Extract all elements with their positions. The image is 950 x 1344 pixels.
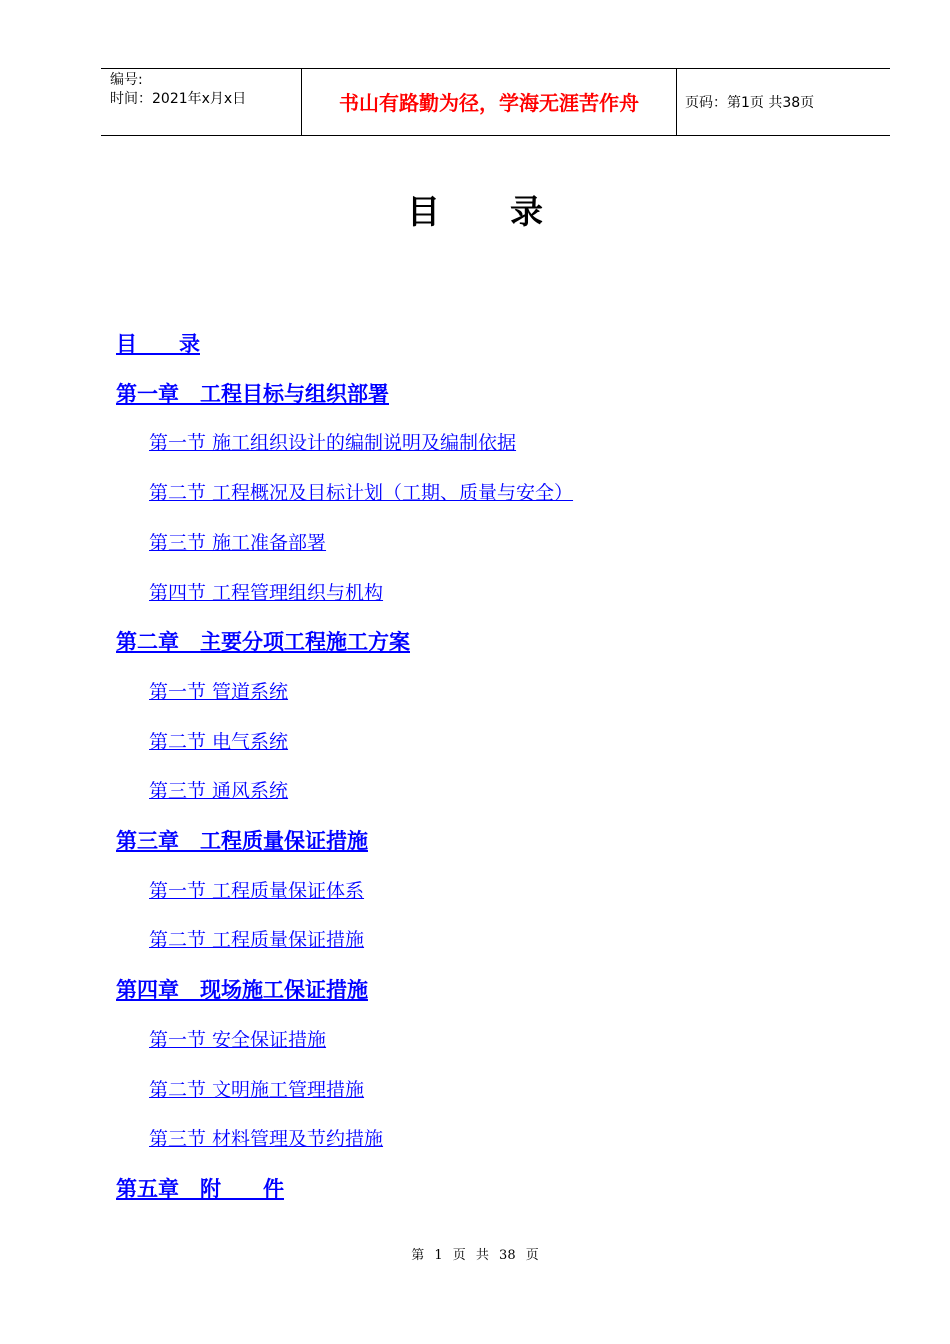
toc-entry-label: 第三节 施工准备部署 xyxy=(149,531,327,554)
toc-entry-label: 第二章 主要分项工程施工方案 xyxy=(116,630,410,655)
document-number-label: 编号: xyxy=(110,72,143,88)
toc-entry-label: 第四节 工程管理组织与机构 xyxy=(149,581,384,604)
toc-entry-label: 第一节 施工组织设计的编制说明及编制依据 xyxy=(149,432,517,455)
toc-entry-label: 目 录 xyxy=(116,332,200,356)
toc-entry-label: 第三章 工程质量保证措施 xyxy=(116,829,368,853)
toc-entry-label: 第二节 工程质量保证措施 xyxy=(149,929,365,952)
toc-entry-label: 第二节 工程概况及目标计划（工期、质量与安全） xyxy=(149,482,574,505)
header-page-info: 页码：第1页 共38页 xyxy=(685,95,815,111)
toc-entry-label: 第一节 管道系统 xyxy=(149,680,289,703)
page-header xyxy=(101,68,890,136)
toc-entry-label: 第五章 附 件 xyxy=(116,1176,284,1201)
toc-entry-label: 第三节 材料管理及节约措施 xyxy=(149,1128,384,1151)
toc-entry-label: 第一章 工程目标与组织部署 xyxy=(116,381,389,406)
toc-entry-label: 第二节 电气系统 xyxy=(149,730,289,753)
header-motto: 书山有路勤为径，学海无涯苦作舟 xyxy=(339,91,639,115)
toc-entry-label: 第一节 安全保证措施 xyxy=(149,1028,327,1051)
document-date-label: 时间：2021年x月x日 xyxy=(110,91,247,107)
header-motto-cell xyxy=(301,69,677,135)
page-title: 目录 xyxy=(407,192,613,231)
toc-entry-label: 第二节 文明施工管理措施 xyxy=(149,1078,365,1101)
page-footer: 第 1 页 共 38 页 xyxy=(411,1248,539,1263)
toc-entry-label: 第三节 通风系统 xyxy=(149,780,289,803)
toc-entry-label: 第一节 工程质量保证体系 xyxy=(149,879,365,902)
header-page-cell xyxy=(676,69,890,135)
header-left-cell xyxy=(101,69,301,135)
toc-entry-label: 第四章 现场施工保证措施 xyxy=(116,978,368,1003)
